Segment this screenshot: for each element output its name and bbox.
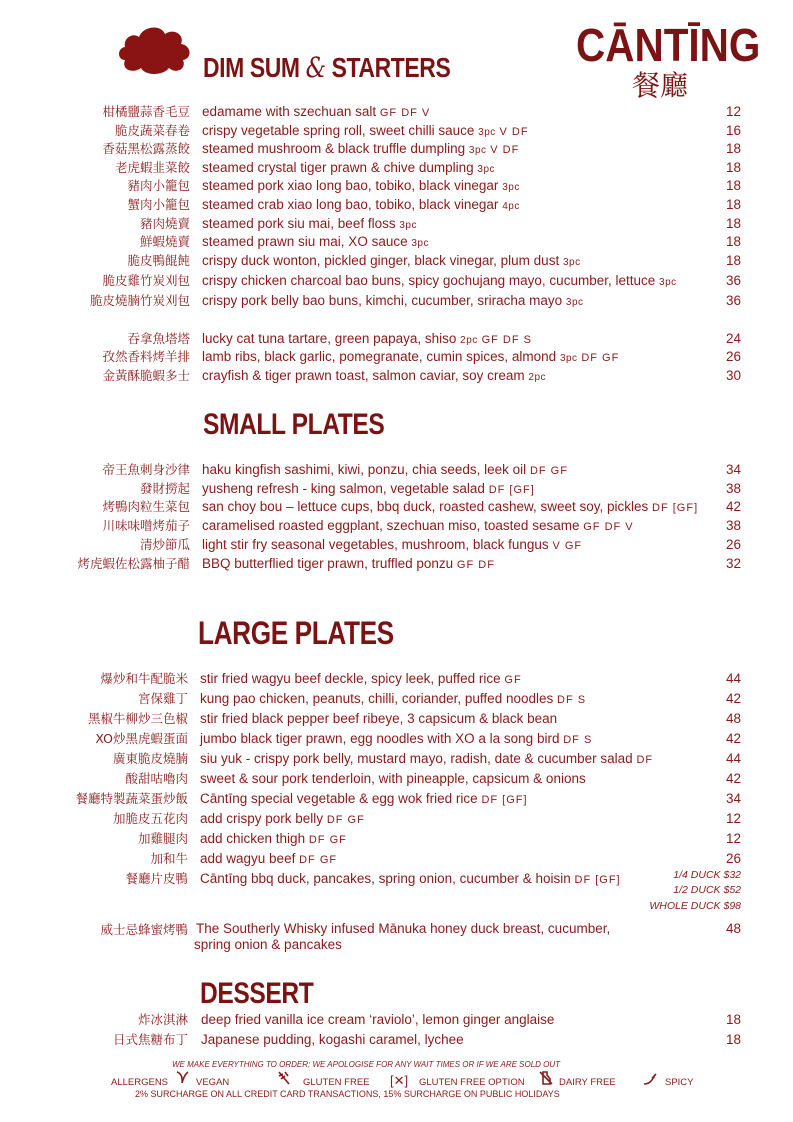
menu-item-price: 12 — [725, 831, 741, 846]
menu-item-price: 38 — [725, 518, 741, 533]
section-title-dessert: DESSERT — [200, 977, 314, 1010]
section-title-dimsum: DIM SUM & STARTERS — [203, 51, 451, 84]
menu-item-description-line — [202, 272, 677, 292]
menu-item-price: 30 — [725, 368, 741, 383]
menu-item-chinese: 餐廳片皮鴨 — [125, 871, 188, 886]
vegan-label: VEGAN — [196, 1077, 230, 1088]
allergen-icons: DF GF — [299, 854, 338, 866]
menu-item-description-line — [201, 1011, 554, 1029]
menu-item-price: 18 — [725, 197, 741, 212]
allergen-icons: DF GF — [581, 352, 620, 364]
menu-item-description: add wagyu beef — [200, 851, 296, 866]
menu-item-price: 32 — [725, 556, 741, 571]
menu-item-price: 26 — [725, 349, 741, 364]
menu-item-chinese: 川味味噌烤茄子 — [102, 518, 190, 533]
menu-item-chinese: 宮保雞丁 — [137, 691, 188, 706]
menu-item — [0, 810, 793, 828]
menu-item — [0, 730, 793, 748]
menu-item-description-line — [200, 770, 586, 788]
order-note: WE MAKE EVERYTHING TO ORDER; WE APOLOGISE FOR ANY WAIT TIMES OR IF WE ARE SOLD OUT — [172, 1060, 561, 1069]
menu-item-chinese: 老虎蝦韭菜餃 — [114, 160, 190, 175]
menu-item-description: steamed pork xiao long bao, tobiko, black vinegar — [202, 178, 499, 193]
allergen-icons: DF [GF] — [574, 874, 621, 886]
menu-item-price: 16 — [725, 123, 741, 138]
menu-item-description-line — [202, 498, 698, 517]
menu-item-chinese: 脆皮蔬菜春卷 — [114, 123, 190, 138]
allergen-icons: DF [GF] — [488, 484, 535, 496]
allergen-icons: GF DF V — [583, 521, 634, 533]
menu-item-price: 34 — [725, 791, 741, 806]
menu-item-description: kung pao chicken, peanuts, chilli, coriander, puffed noodles — [200, 691, 554, 706]
menu-item-piece-count: 2pc — [528, 372, 547, 383]
menu-item-chinese: 金黃酥脆蝦多士 — [102, 368, 190, 383]
menu-item-price: 42 — [725, 499, 741, 514]
menu-item — [0, 555, 793, 573]
surcharge-note: 2% SURCHARGE ON ALL CREDIT CARD TRANSACTIONS, 15% SURCHARGE ON PUBLIC HOLIDAYS — [135, 1089, 560, 1099]
allergen-icons: GF DF S — [481, 334, 532, 346]
menu-item-description: caramelised roasted eggplant, szechuan miso, toasted sesame — [202, 518, 580, 533]
menu-item-description-line — [202, 367, 546, 387]
menu-item-description: siu yuk - crispy pork belly, mustard mayo, radish, date & cucumber salad — [200, 751, 633, 766]
menu-item-chinese: 烤鴨肉粒生菜包 — [102, 499, 190, 514]
menu-item-price: 26 — [725, 537, 741, 552]
duck-price-half: 1/2 DUCK $52 — [673, 884, 741, 896]
menu-item-description-line — [200, 690, 586, 709]
menu-item-chinese: 炸冰淇淋 — [137, 1012, 188, 1027]
menu-item-chinese: 酸甜咕嚕肉 — [125, 771, 188, 786]
menu-item-price: 42 — [725, 771, 741, 786]
menu-item-chinese: 加雞腿肉 — [137, 831, 188, 846]
gluten-free-option-icon: [✕] — [390, 1073, 409, 1088]
menu-item-chinese: 清炒節瓜 — [139, 537, 190, 552]
allergen-icons: DF [GF] — [481, 794, 528, 806]
logo-chinese: 餐廳 — [632, 69, 689, 102]
menu-item — [0, 122, 793, 140]
menu-item — [0, 252, 793, 270]
menu-item-price: 18 — [725, 1012, 741, 1027]
wheat-crossed-icon — [276, 1070, 292, 1086]
menu-item-chinese: 豬肉小籠包 — [127, 178, 190, 193]
menu-item-description: stir fried black pepper beef ribeye, 3 capsicum & black bean — [200, 711, 558, 726]
menu-item-description: steamed prawn siu mai, XO sauce — [202, 234, 408, 249]
menu-item-price: 36 — [725, 273, 741, 288]
menu-item-chinese: 吞拿魚塔塔 — [127, 331, 190, 346]
menu-item-description: sweet & sour pork tenderloin, with pineapple, capsicum & onions — [200, 771, 586, 786]
menu-item — [0, 159, 793, 177]
menu-item-price: 18 — [725, 216, 741, 231]
menu-item-chinese: 黑椒牛柳炒三色椒 — [87, 711, 188, 726]
spicy-label: SPICY — [665, 1077, 694, 1088]
allergens-label: ALLERGENS — [111, 1077, 169, 1088]
allergen-icons: DF S — [557, 694, 587, 706]
menu-item — [0, 498, 793, 516]
menu-item-description: The Southerly Whisky infused Mānuka honey duck breast, cucumber, — [196, 921, 611, 936]
menu-item-chinese: 蟹肉小籠包 — [127, 197, 190, 212]
menu-item-chinese: 加和牛 — [150, 851, 188, 866]
menu-item-description: add crispy pork belly — [200, 811, 324, 826]
menu-item-chinese: 發財撈起 — [139, 481, 190, 496]
menu-item-description-line — [200, 850, 337, 869]
menu-item-piece-count: 4pc — [502, 201, 520, 212]
menu-item-description-line — [200, 870, 621, 889]
allergen-icons: DF S — [563, 734, 593, 746]
menu-item-description-line — [200, 830, 347, 849]
menu-item — [0, 1011, 793, 1029]
menu-item — [0, 272, 793, 290]
menu-item-description: crispy vegetable spring roll, sweet chilli sauce — [202, 123, 475, 138]
menu-item — [0, 233, 793, 251]
menu-item-description-line — [202, 159, 495, 179]
menu-item-description: steamed crab xiao long bao, tobiko, black vinegar — [202, 197, 499, 212]
menu-item-price: 38 — [725, 481, 741, 496]
menu-item — [0, 103, 793, 121]
menu-item — [0, 348, 793, 366]
menu-item-chinese: XO炒黑虎蝦蛋面 — [95, 731, 188, 746]
menu-item-description: deep fried vanilla ice cream ‘raviolo’, lemon ginger anglaise — [201, 1012, 555, 1027]
menu-item-description-line — [202, 555, 495, 574]
menu-item-description: steamed pork siu mai, beef floss — [202, 216, 396, 231]
menu-item-chinese: 鮮蝦燒賣 — [139, 234, 190, 249]
menu-item-price: 44 — [725, 751, 741, 766]
gluten-free-label: GLUTEN FREE — [303, 1077, 370, 1088]
menu-item — [0, 770, 793, 788]
allergen-icons: DF GF — [308, 834, 347, 846]
menu-item-description: BBQ butterflied tiger prawn, truffled ponzu — [202, 556, 454, 571]
menu-item-description-line — [202, 480, 535, 499]
menu-item-description-line — [202, 140, 519, 160]
menu-item-description-line — [200, 670, 522, 689]
menu-item-price: 44 — [725, 671, 741, 686]
menu-item-description-line — [202, 517, 634, 536]
menu-item — [0, 690, 793, 708]
menu-item-description-line — [202, 196, 520, 216]
menu-item-description-line — [202, 330, 532, 350]
menu-item-description: haku kingfish sashimi, kiwi, ponzu, chia seeds, leek oil — [202, 462, 527, 477]
allergen-icons: V DF — [490, 144, 520, 156]
menu-item — [0, 461, 793, 479]
menu-item-description-line — [202, 292, 584, 312]
menu-item-piece-count: 3pc — [562, 257, 581, 268]
menu-item-description: light stir fry seasonal vegetables, mushroom, black fungus — [202, 537, 549, 552]
menu-item-piece-count: 3pc — [559, 353, 578, 364]
menu-item-chinese: 爆炒和牛配脆米 — [100, 671, 188, 686]
menu-item-piece-count: 3pc — [477, 164, 496, 175]
allergen-icons: GF DF — [456, 559, 495, 571]
menu-item-piece-count: 3pc — [399, 220, 417, 231]
dairy-free-icon — [538, 1070, 554, 1086]
menu-item-description: crispy chicken charcoal bao buns, spicy gochujang mayo, cucumber, lettuce — [202, 273, 656, 288]
menu-item-whisky-duck — [0, 921, 793, 957]
menu-item-description: stir fried wagyu beef deckle, spicy leek, puffed rice — [200, 671, 501, 686]
menu-item-chinese: 加脆皮五花肉 — [112, 811, 188, 826]
menu-item-description: Cāntīng special vegetable & egg wok fried rice — [200, 791, 478, 806]
menu-item — [0, 670, 793, 688]
menu-item — [0, 750, 793, 768]
menu-item — [0, 850, 793, 868]
menu-item-price: 48 — [725, 921, 741, 936]
menu-item-piece-count: 3pc — [565, 297, 584, 308]
menu-item-price: 42 — [725, 691, 741, 706]
menu-item — [0, 215, 793, 233]
menu-item-description-line — [202, 103, 430, 122]
menu-item-description: Cāntīng bbq duck, pancakes, spring onion, cucumber & hoisin — [200, 871, 571, 886]
menu-item-chinese: 日式焦糖布丁 — [112, 1032, 188, 1047]
menu-item-description: Japanese pudding, kogashi caramel, lychee — [201, 1032, 464, 1047]
menu-item-chinese: 脆皮燒腩竹炭刈包 — [89, 293, 190, 308]
menu-item-price: 18 — [725, 141, 741, 156]
section-title-small-plates: SMALL PLATES — [203, 408, 385, 441]
dairy-free-label: DAIRY FREE — [559, 1077, 616, 1088]
allergen-icons: DF GF — [326, 814, 365, 826]
menu-item-description: crispy pork belly bao buns, kimchi, cucumber, sriracha mayo — [202, 293, 563, 308]
menu-item — [0, 292, 793, 310]
menu-item-price: 18 — [725, 178, 741, 193]
leaf-icon — [175, 1070, 189, 1084]
duck-price-quarter: 1/4 DUCK $32 — [673, 869, 741, 881]
menu-item-description: crayfish & tiger prawn toast, salmon caviar, soy cream — [202, 368, 525, 383]
menu-item — [0, 710, 793, 728]
section-title-large-plates: LARGE PLATES — [198, 615, 394, 651]
menu-item-description-line — [202, 122, 529, 142]
menu-item-description: steamed crystal tiger prawn & chive dumpling — [202, 160, 474, 175]
menu-item-price: 18 — [725, 253, 741, 268]
menu-item-description: lamb ribs, black garlic, pomegranate, cumin spices, almond — [202, 349, 557, 364]
menu-item — [0, 517, 793, 535]
menu-item-price: 26 — [725, 851, 741, 866]
allergen-icons: V GF — [552, 540, 583, 552]
menu-item-description: crispy duck wonton, pickled ginger, black vinegar, plum dust — [202, 253, 560, 268]
menu-item-price: 48 — [725, 711, 741, 726]
menu-item-price: 34 — [725, 462, 741, 477]
menu-item-description-line — [202, 536, 582, 555]
menu-item — [0, 480, 793, 498]
menu-item-description: yusheng refresh - king salmon, vegetable salad — [202, 481, 485, 496]
menu-item-chinese: 烤虎蝦佐松露柚子醋 — [77, 556, 190, 571]
menu-item — [0, 830, 793, 848]
menu-item — [0, 196, 793, 214]
menu-item-description: steamed mushroom & black truffle dumpling — [202, 141, 466, 156]
menu-item-description-line — [202, 348, 619, 368]
menu-item-chinese: 柑橘鹽蒜香毛豆 — [102, 104, 190, 119]
menu-item-price: 12 — [725, 104, 741, 119]
cloud-icon — [115, 20, 195, 75]
menu-item-price: 36 — [725, 293, 741, 308]
menu-item-piece-count: 3pc — [659, 277, 677, 288]
menu-item-chinese: 帝王魚刺身沙律 — [102, 462, 190, 477]
menu-item-price: 12 — [725, 811, 741, 826]
allergen-icons: GF — [504, 674, 522, 686]
menu-item-description-line — [200, 810, 365, 829]
menu-item-description-line — [202, 252, 581, 272]
allergen-icons: DF — [636, 754, 654, 766]
menu-item-description-line — [200, 730, 592, 749]
menu-item-description-line — [202, 233, 429, 253]
menu-item-description: edamame with szechuan salt — [202, 104, 377, 119]
menu-item — [0, 177, 793, 195]
menu-item-piece-count: 3pc — [478, 127, 496, 138]
menu-item-price: 18 — [725, 1032, 741, 1047]
menu-item-description: jumbo black tiger prawn, egg noodles with XO a la song bird — [200, 731, 560, 746]
menu-item-description-line — [202, 177, 520, 197]
menu-item-chinese: 脆皮雞竹炭刈包 — [102, 273, 190, 288]
menu-item-description: lucky cat tuna tartare, green papaya, shiso — [202, 331, 457, 346]
menu-item-chinese: 豬肉燒賣 — [139, 216, 190, 231]
menu-item-price: 42 — [725, 731, 741, 746]
duck-price-whole: WHOLE DUCK $98 — [649, 900, 741, 912]
menu-item-price: 24 — [725, 331, 741, 346]
chilli-icon — [642, 1072, 658, 1086]
menu-item-piece-count: 3pc — [468, 145, 487, 156]
menu-item-description: san choy bou – lettuce cups, bbq duck, roasted cashew, sweet soy, pickles — [202, 499, 649, 514]
menu-item-description: add chicken thigh — [200, 831, 306, 846]
menu-item — [0, 140, 793, 158]
menu-item-description-line — [202, 461, 568, 480]
gluten-free-option-label: GLUTEN FREE OPTION — [419, 1077, 525, 1088]
menu-item-price: 18 — [725, 234, 741, 249]
menu-item-chinese: 餐廳特製蔬菜蛋炒飯 — [75, 791, 188, 806]
menu-item — [0, 1031, 793, 1049]
menu-item-price: 18 — [725, 160, 741, 175]
menu-item-description-line — [200, 790, 528, 809]
menu-item-chinese: 孜然香料烤羊排 — [102, 349, 190, 364]
menu-item — [0, 536, 793, 554]
menu-item-chinese: 脆皮鴨餛飩 — [127, 253, 190, 268]
allergen-icons: V DF — [499, 126, 529, 138]
menu-item-piece-count: 3pc — [502, 182, 520, 193]
allergen-icons: DF GF — [529, 465, 568, 477]
menu-item-description-line — [200, 710, 557, 728]
menu-item-piece-count: 2pc — [460, 335, 478, 346]
menu-item-chinese: 廣東脆皮燒腩 — [112, 751, 188, 766]
menu-item-description-line2: spring onion & pancakes — [194, 937, 342, 952]
menu-item — [0, 790, 793, 808]
allergen-icons: GF DF V — [379, 107, 431, 119]
menu-item — [0, 330, 793, 348]
menu-item-chinese: 香菇黑松露蒸餃 — [102, 141, 190, 156]
menu-item-description-line — [202, 215, 417, 235]
logo-wordmark: CĀNTĪNG — [576, 19, 761, 71]
menu-item-chinese: 威士忌蜂蜜烤鴨 — [100, 922, 188, 937]
menu-item-description-line — [201, 1031, 464, 1049]
menu-item — [0, 367, 793, 385]
allergen-icons: DF [GF] — [652, 502, 699, 514]
allergen-legend — [0, 1070, 793, 1090]
menu-item-piece-count: 3pc — [411, 238, 429, 249]
menu-item-description-line — [200, 750, 653, 769]
